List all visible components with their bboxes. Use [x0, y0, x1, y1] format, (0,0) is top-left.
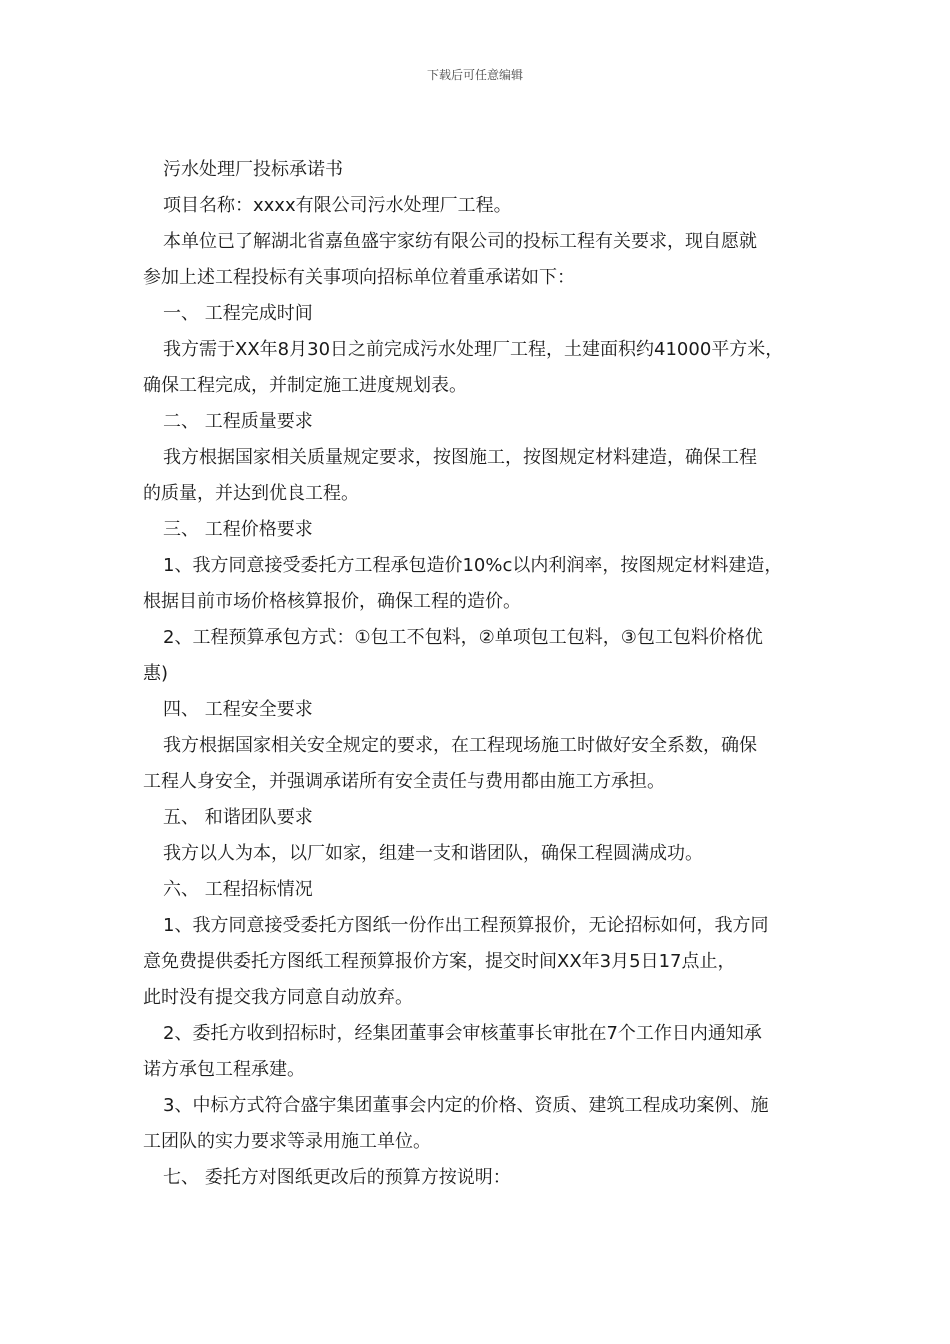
- paragraph: 1、我方同意接受委托方图纸一份作出工程预算报价，无论招标如何，我方同: [163, 915, 769, 936]
- paragraph: 我方以人为本，以厂如家，组建一支和谐团队，确保工程圆满成功。: [163, 843, 703, 864]
- paragraph: 确保工程完成，并制定施工进度规划表。: [143, 375, 467, 396]
- paragraph: 工团队的实力要求等录用施工单位。: [143, 1131, 431, 1152]
- section-heading: 三、 工程价格要求: [163, 519, 313, 540]
- paragraph: 惠): [143, 663, 169, 684]
- section-heading: 一、 工程完成时间: [163, 303, 313, 324]
- section-heading: 七、 委托方对图纸更改后的预算方按说明：: [163, 1167, 511, 1188]
- section-heading: 二、 工程质量要求: [163, 411, 313, 432]
- paragraph: 工程人身安全，并强调承诺所有安全责任与费用都由施工方承担。: [143, 771, 665, 792]
- document-body: [143, 152, 808, 1196]
- paragraph: 我方根据国家相关质量规定要求，按图施工，按图规定材料建造，确保工程: [163, 447, 757, 468]
- project-name: 项目名称：xxxx有限公司污水处理厂工程。: [163, 195, 512, 216]
- paragraph: 我方根据国家相关安全规定的要求，在工程现场施工时做好安全系数，确保: [163, 735, 757, 756]
- section-heading: 四、 工程安全要求: [163, 699, 313, 720]
- page-header: 下载后可任意编辑: [426, 68, 523, 82]
- paragraph: 我方需于XX年8月30日之前完成污水处理厂工程，土建面积约41000平方米，: [163, 339, 784, 360]
- section-heading: 六、 工程招标情况: [163, 879, 313, 900]
- paragraph: 诺方承包工程承建。: [143, 1059, 305, 1080]
- paragraph: 2、委托方收到招标时，经集团董事会审核董事长审批在7个工作日内通知承: [163, 1023, 762, 1044]
- section-heading: 五、 和谐团队要求: [163, 807, 313, 828]
- paragraph: 根据目前市场价格核算报价，确保工程的造价。: [143, 591, 521, 612]
- paragraph: 2、工程预算承包方式：①包工不包料，②单项包工包料，③包工包料价格优: [163, 627, 763, 648]
- paragraph: 参加上述工程投标有关事项向招标单位着重承诺如下：: [143, 267, 575, 288]
- paragraph: 本单位已了解湖北省嘉鱼盛宇家纺有限公司的投标工程有关要求，现自愿就: [163, 231, 757, 252]
- paragraph: 1、我方同意接受委托方工程承包造价10%c以内利润率，按图规定材料建造，: [163, 555, 783, 576]
- document-title: 污水处理厂投标承诺书: [163, 159, 343, 180]
- paragraph: 意免费提供委托方图纸工程预算报价方案，提交时间XX年3月5日17点止，: [143, 951, 736, 972]
- paragraph: 3、中标方式符合盛宇集团董事会内定的价格、资质、建筑工程成功案例、施: [163, 1095, 769, 1116]
- paragraph: 此时没有提交我方同意自动放弃。: [143, 987, 413, 1008]
- paragraph: 的质量，并达到优良工程。: [143, 483, 359, 504]
